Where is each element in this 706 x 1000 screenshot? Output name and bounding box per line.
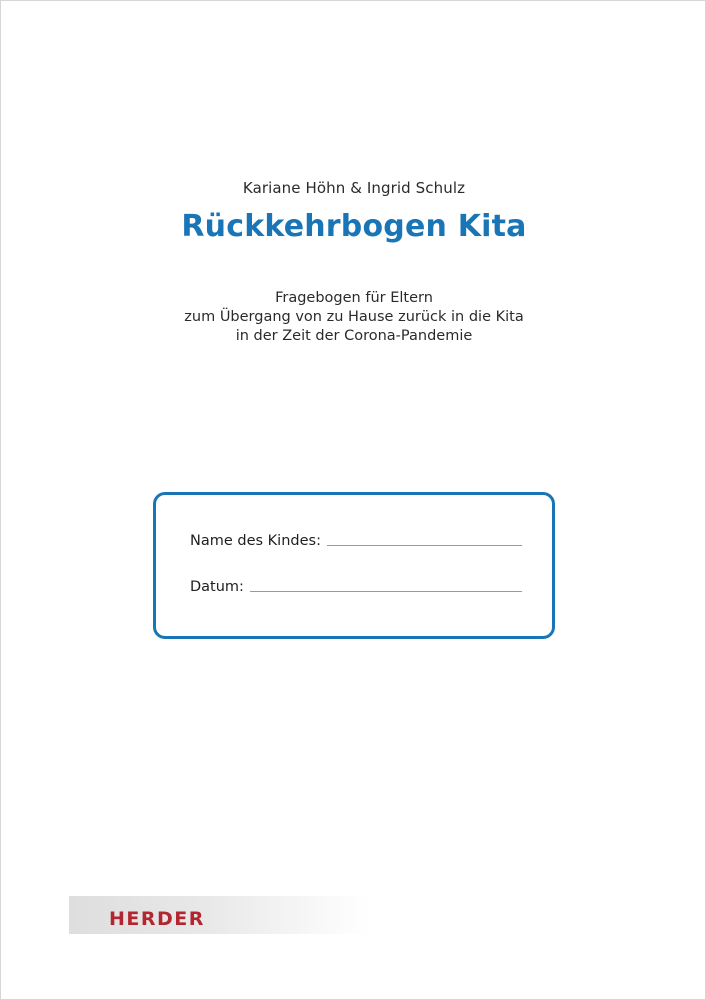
date-fill-line xyxy=(250,579,522,592)
form-box xyxy=(153,492,555,639)
subtitle-line-1: Fragebogen für Eltern xyxy=(275,290,433,306)
name-row xyxy=(190,533,522,549)
subtitle xyxy=(1,289,706,346)
book-title: Rückkehrbogen Kita xyxy=(181,209,527,244)
publisher-logo: HERDER xyxy=(109,908,205,930)
authors: Kariane Höhn & Ingrid Schulz xyxy=(242,179,466,197)
name-label: Name des Kindes: xyxy=(190,533,321,549)
date-label: Datum: xyxy=(190,579,244,595)
subtitle-line-2: zum Übergang von zu Hause zurück in die Kita xyxy=(184,309,524,325)
name-fill-line xyxy=(327,533,522,546)
subtitle-line-3: in der Zeit der Corona-Pandemie xyxy=(235,328,473,344)
date-row xyxy=(190,579,522,595)
